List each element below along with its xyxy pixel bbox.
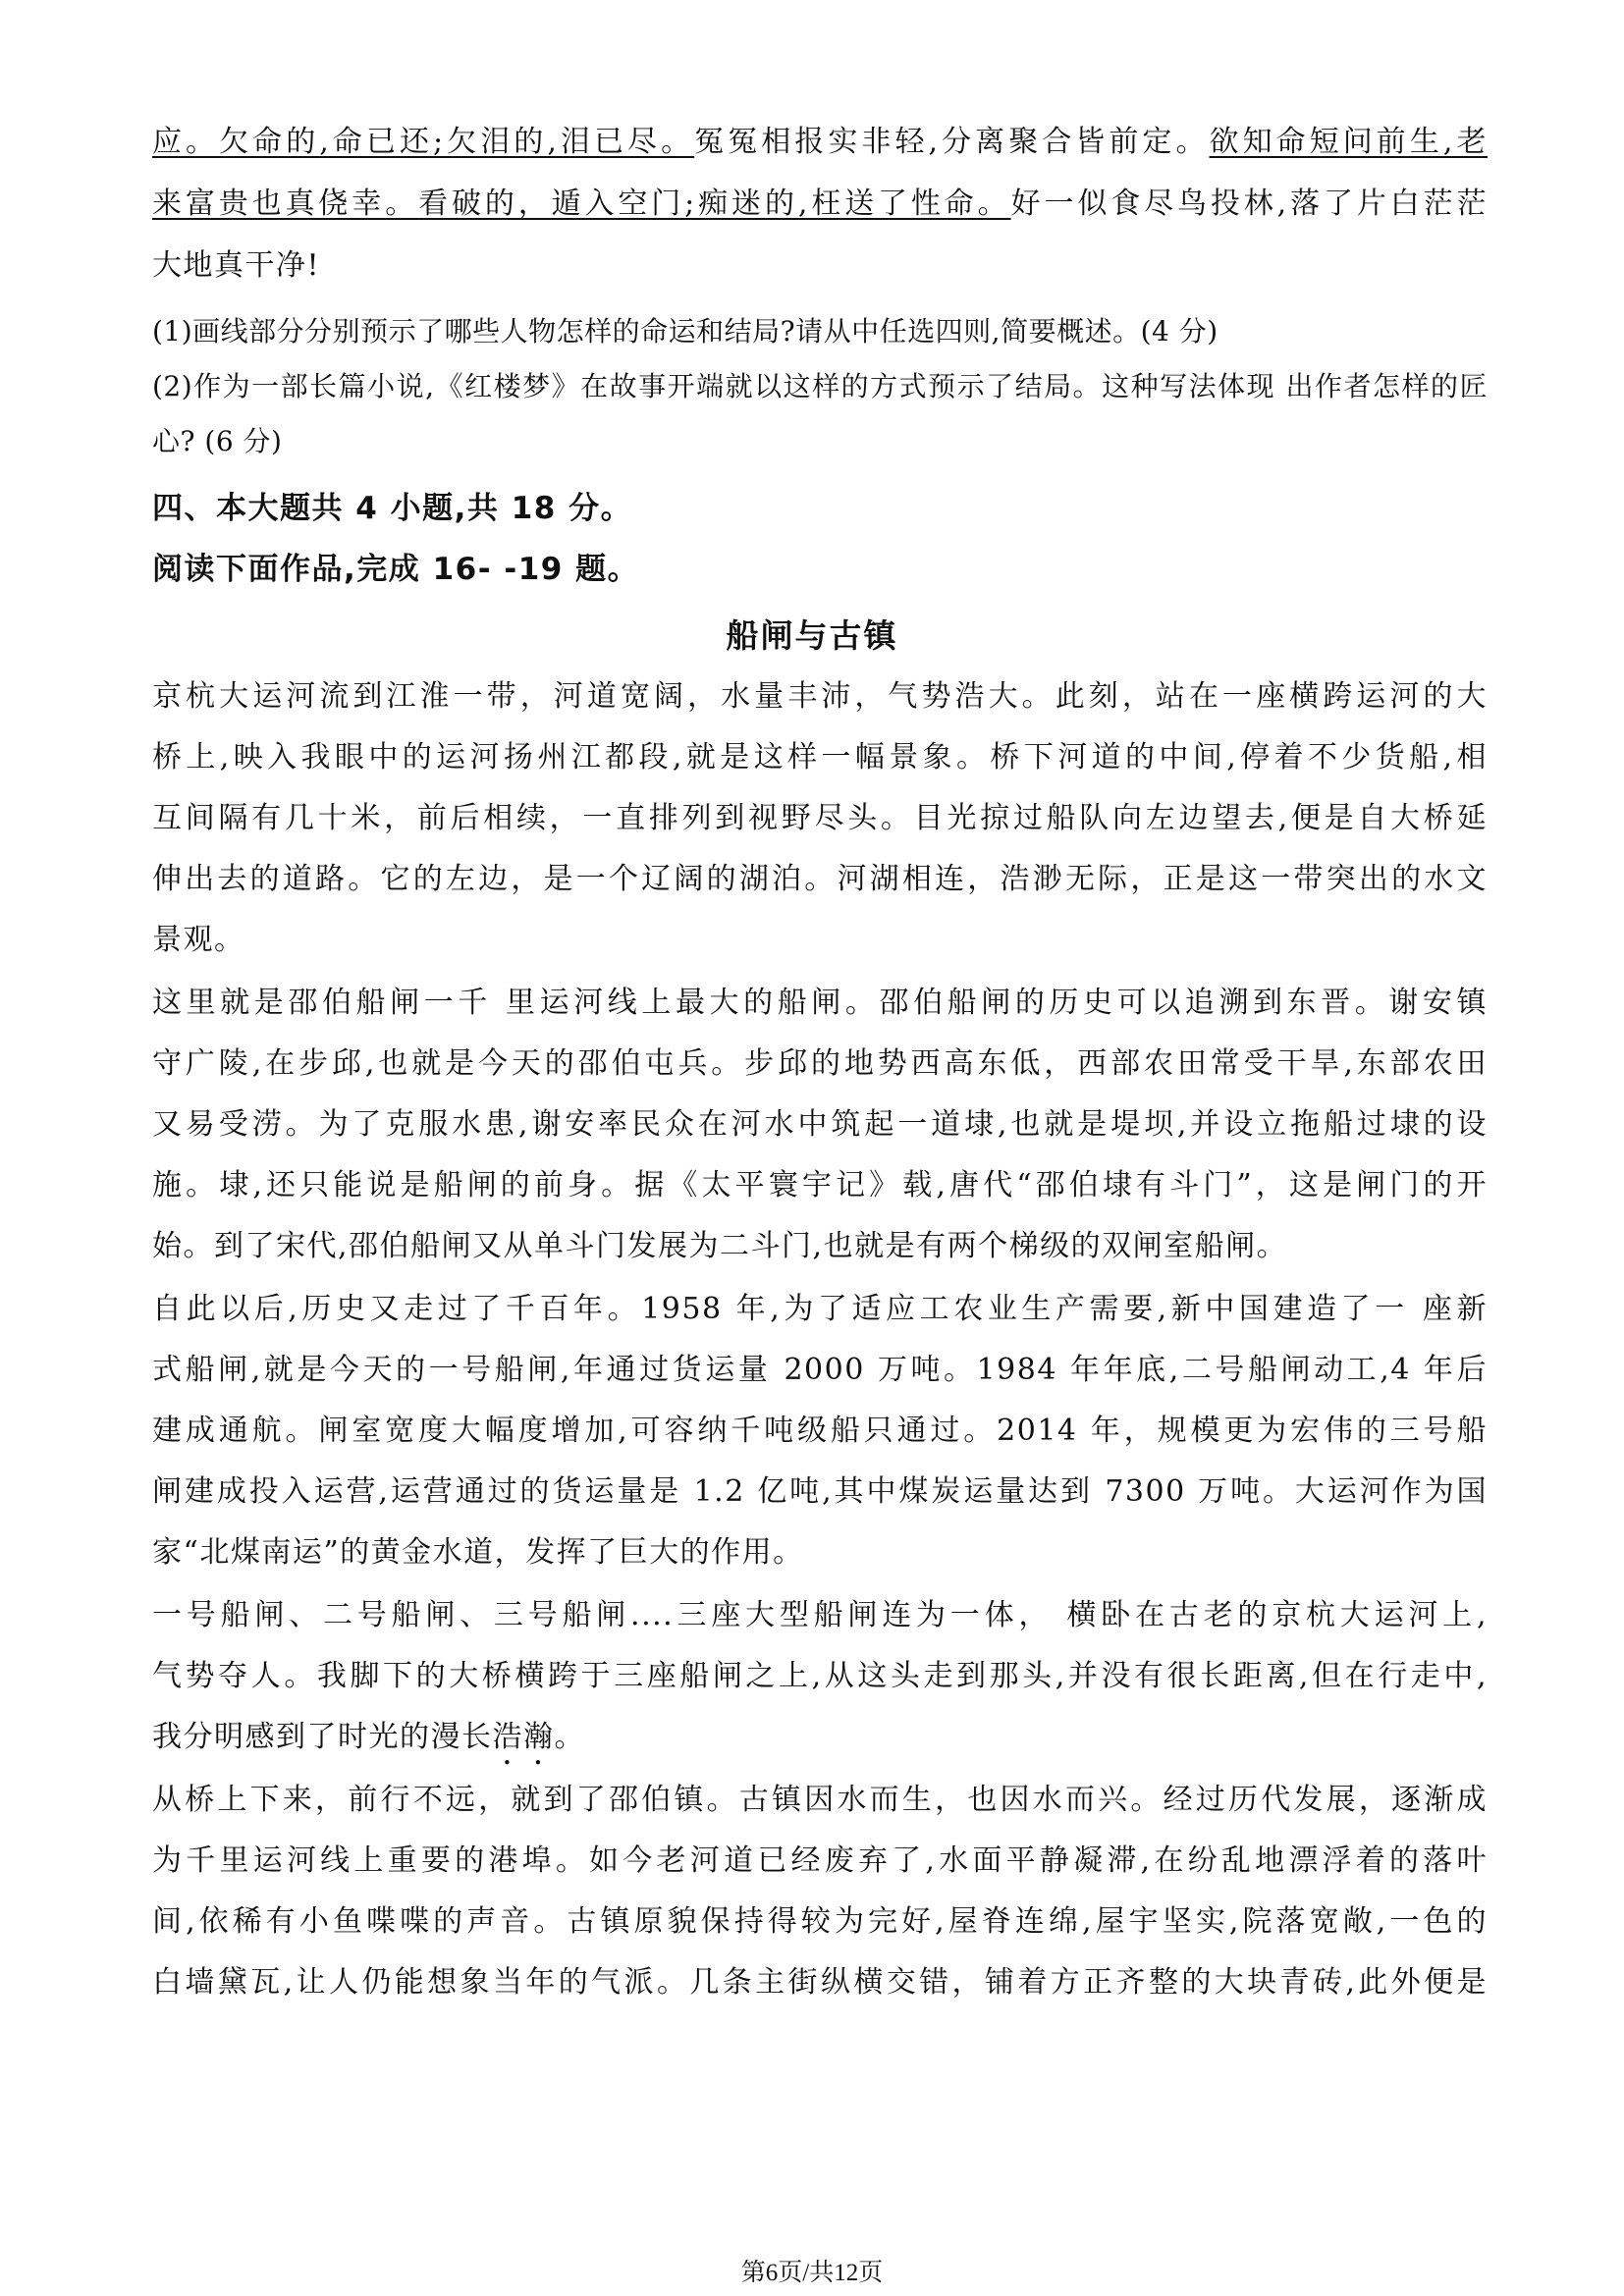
paragraph-5-line: 白墙黛瓦,让人仍能想象当年的气派。几条主街纵横交错，铺着方正齐整的大块青砖,此外便是 xyxy=(152,1965,1488,2000)
text-span: 好一似食尽鸟投林,落了片白茫茫 xyxy=(1010,187,1488,221)
poem-line-1 xyxy=(152,121,1488,164)
underlined-phrase: 看破的，遁入空门;痴迷的,枉送了性命。 xyxy=(418,187,1011,221)
paragraph-3-line: 家“北煤南运”的黄金水道，发挥了巨大的作用。 xyxy=(152,1535,804,1570)
page-number: 第6页/共12页 xyxy=(740,2260,884,2286)
text-span: 。 xyxy=(554,1720,585,1754)
poem-line-2 xyxy=(152,183,1488,226)
paragraph-4-line: 一号船闸、二号船闸、三号船闸....三座大型船闸连为一体， 横卧在古老的京杭大运河上, xyxy=(152,1598,1488,1632)
article-title: 船闸与古镇 xyxy=(726,616,898,655)
paragraph-2-line: 这里就是邵伯船闸一千 里运河线上最大的船闸。邵伯船闸的历史可以追溯到东晋。谢安镇 xyxy=(152,986,1488,1020)
section-instruction: 阅读下面作品,完成 16- -19 题。 xyxy=(152,552,640,587)
underlined-phrase: 欲知命短问前生,老 xyxy=(1209,125,1488,159)
text-span: 我分明感到了时光的漫长 xyxy=(152,1720,493,1754)
paragraph-5-line: 间,依稀有小鱼喋喋的声音。古镇原貌保持得较为完好,屋脊连绵,屋宇坚实,院落宽敞,一色的 xyxy=(152,1904,1488,1939)
paragraph-4-line: 气势夺人。我脚下的大桥横跨于三座船闸之上,从这头走到那头,并没有很长距离,但在行走中, xyxy=(152,1659,1488,1693)
paragraph-4-line xyxy=(152,1716,1488,1772)
paragraph-1-line: 京杭大运河流到江淮一带，河道宽阔，水量丰沛，气势浩大。此刻，站在一座横跨运河的大 xyxy=(152,679,1488,714)
paragraph-3-line: 自此以后,历史又走过了千百年。1958 年,为了适应工农业生产需要,新中国建造了一 座新 xyxy=(152,1292,1488,1326)
text-span: 冤冤相报实非轻,分离聚合皆前定。 xyxy=(694,125,1210,159)
paragraph-3-line: 建成通航。闸室宽度大幅度增加,可容纳千吨级船只通过。2014 年，规模更为宏伟的三号船 xyxy=(152,1414,1488,1448)
paragraph-2-line: 始。到了宋代,邵伯船闸又从单斗门发展为二斗门,也就是有两个梯级的双闸室船闸。 xyxy=(152,1229,1288,1263)
paragraph-5-line: 从桥上下来，前行不远，就到了邵伯镇。古镇因水而生，也因水而兴。经过历代发展，逐渐成 xyxy=(152,1783,1488,1817)
paragraph-2-line: 守广陵,在步邱,也就是今天的邵伯屯兵。步邱的地势西高东低，西部农田常受干旱,东部农田 xyxy=(152,1046,1488,1081)
paragraph-1-line: 伸出去的道路。它的左边，是一个辽阔的湖泊。河湖相连，浩渺无际，正是这一带突出的水文 xyxy=(152,862,1488,896)
paragraph-5-line: 为千里运河线上重要的港埠。如今老河道已经废弃了,水面平静凝滞,在纷乱地漂浮着的落叶 xyxy=(152,1843,1488,1878)
poem-line-3: 大地真干净! xyxy=(152,248,321,283)
paragraph-3-line: 式船闸,就是今天的一号船闸,年通过货运量 2000 万吨。1984 年年底,二号船闸动工,4 年后 xyxy=(152,1353,1488,1387)
underlined-phrase: 应。欠命的,命已还;欠泪的,泪已尽。 xyxy=(152,125,695,159)
question-2-line-2: 心? (6 分) xyxy=(152,425,283,457)
paragraph-1-line: 景观。 xyxy=(152,923,245,957)
paragraph-3-line: 闸建成投入运营,运营通过的货运量是 1.2 亿吨,其中煤炭运量达到 7300 万吨。大运河作为国 xyxy=(152,1474,1488,1509)
emphasized-word: 浩瀚 xyxy=(492,1720,555,1754)
underlined-phrase: 来富贵也真侥幸。 xyxy=(152,187,419,221)
paragraph-2-line: 又易受涝。为了克服水患,谢安率民众在河水中筑起一道埭,也就是堤坝,并设立拖船过埭的设 xyxy=(152,1107,1488,1142)
paragraph-2-line: 施。埭,还只能说是船闸的前身。据《太平寰宇记》载,唐代“邵伯埭有斗门”，这是闸门的开 xyxy=(152,1168,1488,1202)
paragraph-1-line: 桥上,映入我眼中的运河扬州江都段,就是这样一幅景象。桥下河道的中间,停着不少货船,相 xyxy=(152,740,1488,774)
section-heading: 四、本大题共 4 小题,共 18 分。 xyxy=(152,491,633,526)
question-2-line-1: (2)作为一部长篇小说,《红楼梦》在故事开端就以这样的方式预示了结局。这种写法体现 出作者怎样的匠 xyxy=(152,370,1488,402)
paragraph-1-line: 互间隔有几十米，前后相续，一直排列到视野尽头。目光掠过船队向左边望去,便是自大桥延 xyxy=(152,801,1488,835)
question-1: (1)画线部分分别预示了哪些人物怎样的命运和结局?请从中任选四则,简要概述。(4 分) xyxy=(152,315,1218,347)
